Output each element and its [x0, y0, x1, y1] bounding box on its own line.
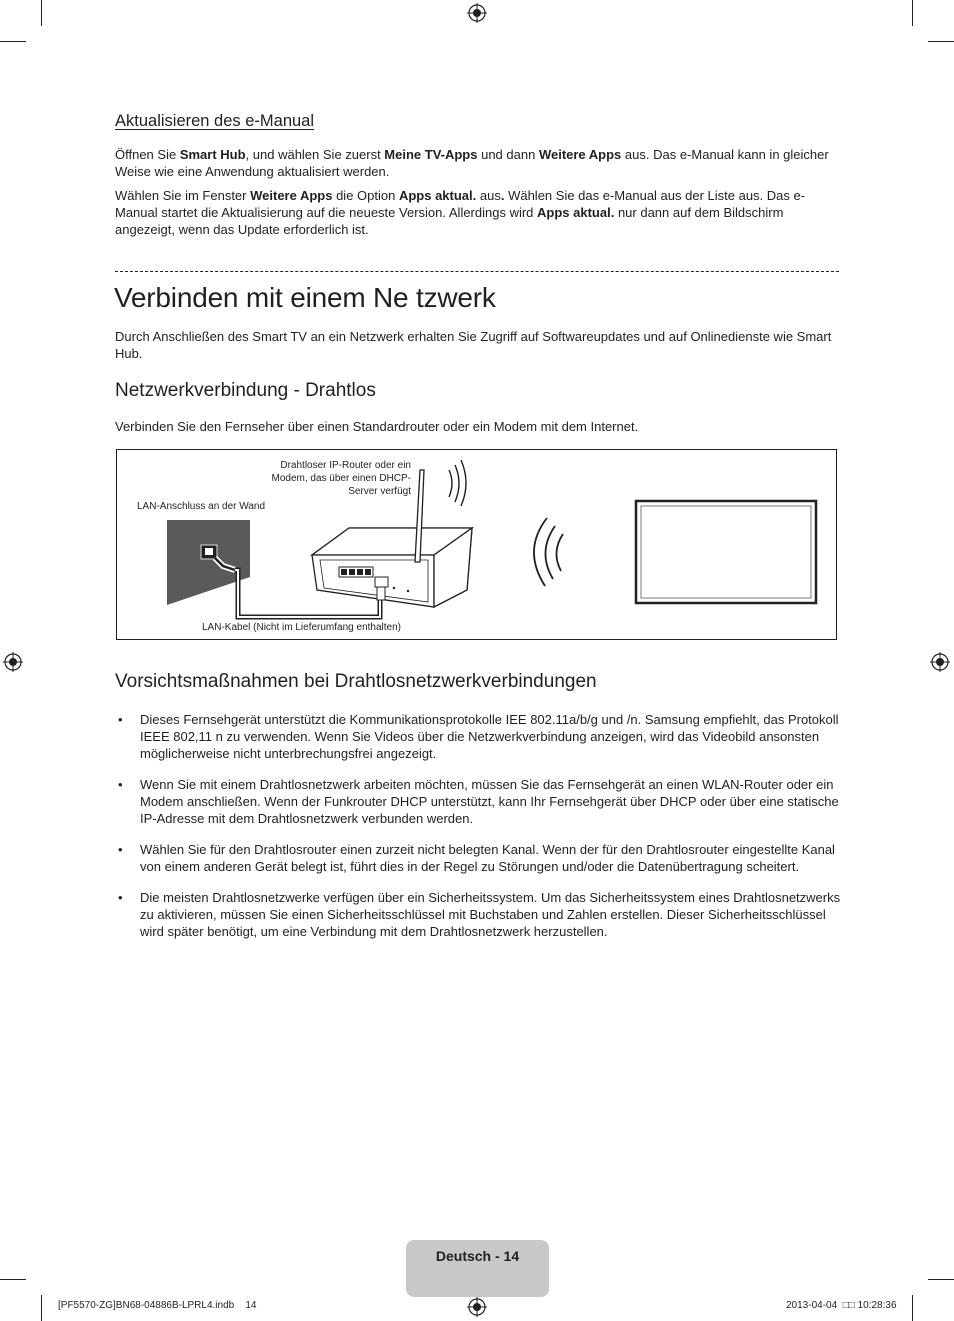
crop-mark — [912, 0, 913, 26]
list-item-text: Dieses Fernsehgerät unterstützt die Kommunikationsprotokolle IEE 802.11a/b/g und /n. Samsung empfiehlt, das Protokoll IEEE 802,11 n zu verwenden. Wenn Sie Videos über die Netzwerkverbindung anzeigen, wird das Videobild ansonsten möglicherweise nicht unterbrechungsfrei angezeigt. — [140, 712, 839, 761]
footer-file — [58, 1300, 256, 1311]
registration-mark-icon — [3, 652, 23, 672]
precautions-heading: Vorsichtsmaßnahmen bei Drahtlosnetzwerkverbindungen — [115, 671, 597, 692]
registration-mark-icon — [467, 1297, 487, 1317]
wireless-text: Verbinden Sie den Fernseher über einen Standardrouter oder ein Modem mit dem Internet. — [115, 419, 639, 434]
bullet-icon: • — [118, 712, 123, 727]
page-number: Deutsch - 14 — [435, 1248, 520, 1264]
list-item — [115, 889, 845, 940]
crop-mark — [928, 1279, 954, 1280]
bullet-icon: • — [118, 777, 123, 792]
list-item-text: Die meisten Drahtlosnetzwerke verfügen über ein Sicherheitssystem. Um das Sicherheitssystem eines Drahtlosnetzwerks zu aktivieren, müssen Sie einen Sicherheitsschlüssel mit Buchstaben und Zahlen erstellen. Dieser Sicherheitsschlüssel wird später benötigt, um eine Verbindung mit dem Drahtlosnetzwerk herzustellen. — [140, 890, 841, 939]
footer-timestamp — [786, 1300, 897, 1311]
update-paragraph-1: Öffnen Sie Smart Hub, und wählen Sie zuerst Meine TV-Apps und dann Weitere Apps aus. Das e-Manual kann in gleicher Weise wie eine Anwendung aktualisiert werden. — [115, 147, 829, 179]
bullet-icon: • — [118, 890, 123, 905]
page-number-badge — [406, 1240, 549, 1297]
crop-mark — [928, 41, 954, 42]
footer-file-name: [PF5570-ZG]BN68-04886B-LPRL4.indb — [58, 1300, 235, 1311]
registration-mark-icon — [467, 3, 487, 23]
crop-mark — [0, 41, 26, 42]
update-paragraph-2: Wählen Sie im Fenster Weitere Apps die Option Apps aktual. aus. Wählen Sie das e-Manual aus der Liste aus. Das e-Manual startet die Aktualisierung auf die neueste Version. Allerdings wird Apps aktual. nur dann auf dem Bildschirm angezeigt, wenn das Update erforderlich ist. — [115, 188, 806, 237]
list-item — [115, 711, 845, 762]
bullet-icon: • — [118, 842, 123, 857]
precautions-list — [115, 711, 845, 954]
crop-mark — [0, 1279, 26, 1280]
wireless-heading: Netzwerkverbindung - Drahtlos — [115, 380, 376, 401]
crop-mark — [41, 1295, 42, 1321]
wall-label: LAN-Anschluss an der Wand — [137, 501, 266, 512]
crop-mark — [41, 0, 42, 26]
router-signal-icon — [449, 460, 466, 506]
tv-icon — [636, 501, 816, 603]
footer-page: 14 — [245, 1300, 257, 1311]
network-diagram — [116, 449, 837, 640]
list-item — [115, 841, 845, 875]
diagram-illustration — [117, 450, 838, 641]
footer-time: 10:28:36 — [857, 1300, 897, 1311]
footer-glyphs: □□ — [842, 1300, 855, 1311]
router-label: Drahtloser IP-Router oder ein Modem, das über einen DHCP-Server verfügt — [271, 460, 411, 497]
list-item — [115, 776, 845, 827]
crop-mark — [912, 1295, 913, 1321]
section-divider — [115, 271, 839, 272]
list-item-text: Wählen Sie für den Drahtlosrouter einen zurzeit nicht belegten Kanal. Wenn der für den Drahtlosrouter eingestellte Kanal von einem anderen Gerät belegt ist, führt dies in der Regel zu Störungen und/oder die Datenübertragung scheitert. — [140, 842, 835, 874]
registration-mark-icon — [930, 652, 950, 672]
cable-label: LAN-Kabel (Nicht im Lieferumfang enthalten) — [202, 622, 401, 633]
tv-signal-icon — [534, 518, 563, 586]
network-intro: Durch Anschließen des Smart TV an ein Netzwerk erhalten Sie Zugriff auf Softwareupdates und auf Onlinedienste wie Smart Hub. — [115, 329, 832, 361]
update-heading: Aktualisieren des e-Manual — [115, 112, 315, 130]
footer-date: 2013-04-04 — [786, 1300, 838, 1311]
list-item-text: Wenn Sie mit einem Drahtlosnetzwerk arbeiten möchten, müssen Sie das Fernsehgerät an einen WLAN-Router oder ein Modem anschließen. Wenn der Funkrouter DHCP unterstützt, kann Ihr Fernsehgerät über DHCP oder über eine statische IP-Adresse mit dem Drahtlosnetzwerk verbunden werden. — [140, 777, 839, 826]
page-title: Verbinden mit einem Ne tzwerk — [114, 282, 496, 313]
